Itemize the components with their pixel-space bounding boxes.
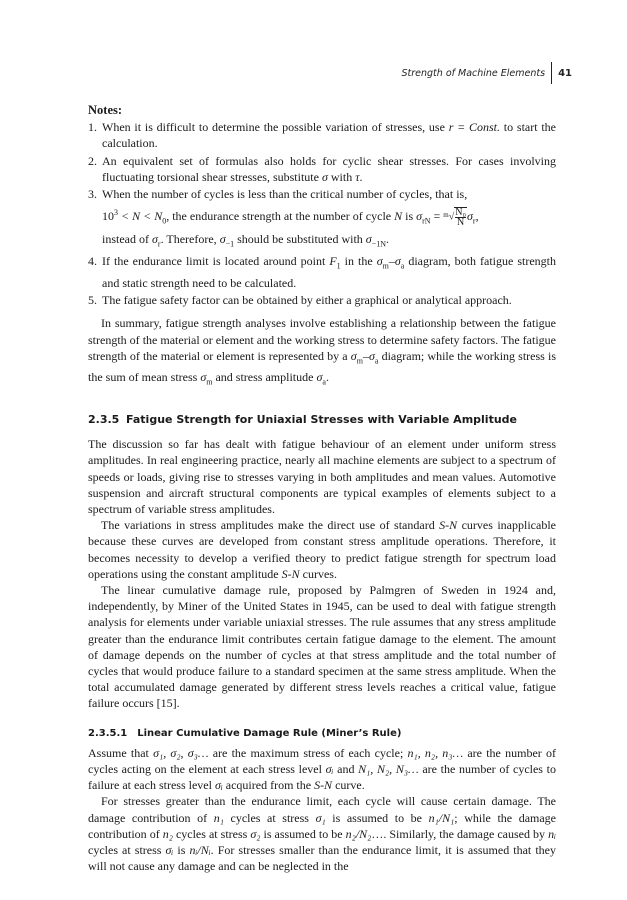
subsection-paragraph: Assume that σ₁, σ₂, σ₃… are the maximum stress of each cycle; n₁, n₂, n₃… are the number of cycles acting on the element at each stress level σᵢ and N₁, N₂, N₃… are the number of cycles to failure at each stress level σᵢ acquired from the S-N curve.: [88, 745, 556, 793]
root-expression: $^m$√ $\frac{\text{N₀}}{N}$: [443, 207, 466, 229]
section-paragraph: The linear cumulative damage rule, proposed by Palmgren of Sweden in 1924 and, independently, by Miner of the United States in 1945, can be used to deal with fatigue strength analysis for elements under variable uniaxial stresses. The rule assumes that any stress amplitude greater than the endurance limit contributes certain fatigue damage to the element. The amount of damage depends on the number of cycles at that stress amplitude and the total number of cycles that would produce failure to a standard specimen at the same stress amplitude. When the total accumulated damage generated by different stress levels reaches a critical value, fatigue failure occurs [15].: [88, 583, 556, 711]
page-number: 41: [558, 67, 572, 79]
note-item: 2. An equivalent set of formulas also holds for cyclic shear stresses. For cases involving fluctuating torsional shear stresses, substitute σ with τ.: [88, 153, 556, 184]
subsection-paragraph: For stresses greater than the endurance limit, each cycle will cause certain damage. The damage contribution of n₁ cycles at stress σ₁ is assumed to be n₁/N₁; while the damage contribution of n₂ cycles at stress σ₂ is assumed to be n₂/N₂…. Similarly, the damage caused by nᵢ cycles at stress σᵢ is nᵢ/Nᵢ. For stresses smaller than the endurance limit, it is assumed that they will not cause any damage and can be neglected in the: [88, 794, 557, 874]
running-title: Strength of Machine Elements: [401, 67, 546, 79]
equation-line: $10^3 < N < N_0$, the endurance strength at the number of cycle N is $\sigma_{rN} = ^m√$ $\frac{\text{N₀}}{N}$ $\sigma_r$,: [102, 207, 479, 229]
summary-paragraph: In summary, fatigue strength analyses involve establishing a relationship between the fatigue strength of the material or element and the working stress to determine safety factors. The fatigue strength of the material or element is represented by a $\sigma_m-\sigma_a$ diagram; while the working stress is the sum of mean stress $\sigma_m$ and stress amplitude $\sigma_a$.: [88, 316, 557, 387]
note-item: 5. The fatigue safety factor can be obtained by either a graphical or analytical approach.: [88, 293, 512, 308]
note-item: 3. When the number of cycles is less than the critical number of cycles, that is, $10^3 < N < N_0$, the endurance strength at the number of cycle N is $\sigma_{rN} = ^m√$ $\frac{\text{N₀}}{N}$ $\sigma_r$, instead of $\sigma_r$. Therefore, $\sigma_{-1}$ should be substituted with $\sigma_{-1N}$.: [88, 186, 556, 252]
section-paragraph: The variations in stress amplitudes make the direct use of standard S-N curves inapplicable because these curves are developed from constant stress amplitude operations. Therefore, it becomes necessity to develop a verified theory to predict fatigue strength for spectrum load operations using the constant amplitude S-N curves.: [88, 518, 556, 581]
header-divider: [551, 62, 552, 84]
notes-list: [88, 119, 556, 308]
section-heading: 2.3.5 Fatigue Strength for Uniaxial Stresses with Variable Amplitude: [88, 413, 517, 426]
subsection-heading: 2.3.5.1 Linear Cumulative Damage Rule (Miner’s Rule): [88, 727, 402, 739]
note-item: 1. When it is difficult to determine the possible variation of stresses, use r = Const. to start the calculation.: [88, 120, 556, 151]
note-item: 4. If the endurance limit is located around point $F_1$ in the $\sigma_m-\sigma_a$ diagram, both fatigue strength and static strength need to be calculated.: [88, 254, 557, 290]
body-text: [88, 102, 556, 874]
section-paragraph: The discussion so far has dealt with fatigue behaviour of an element under uniform stress amplitudes. In real engineering practice, nearly all machine elements are subject to a spectrum of speeds or loads, giving rise to stresses varying in both amplitudes and mean values. Automotive suspension and aircraft structural components are typical examples of elements subject to a spectrum of variable stress amplitudes.: [88, 437, 556, 517]
notes-title: Notes:: [88, 103, 123, 117]
running-header: [402, 62, 573, 84]
